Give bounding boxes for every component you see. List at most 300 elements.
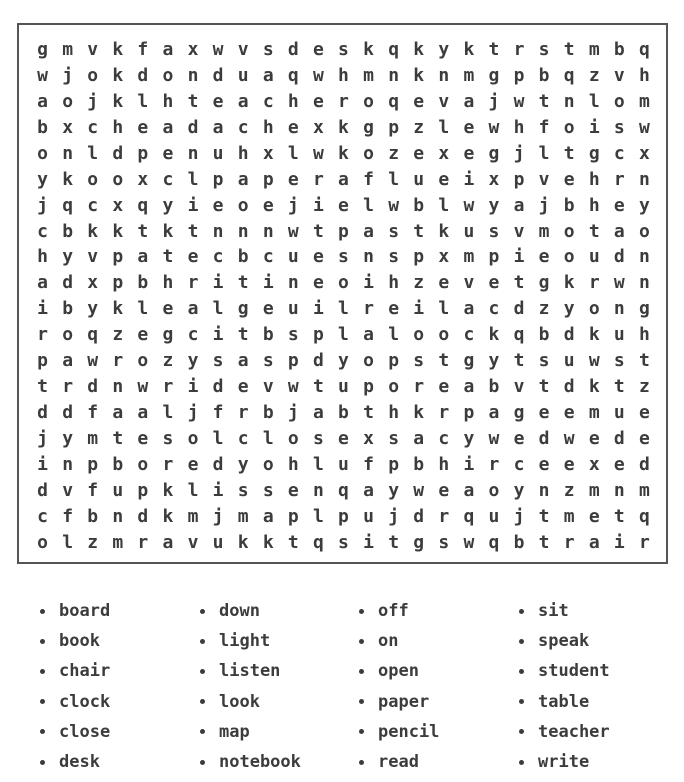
grid-cell[interactable]: n <box>363 246 374 268</box>
grid-cell[interactable]: i <box>463 168 475 190</box>
grid-cell[interactable]: p <box>463 402 475 424</box>
grid-cell[interactable]: o <box>87 64 99 86</box>
grid-cell[interactable]: t <box>538 505 550 527</box>
grid-cell[interactable]: t <box>588 220 600 242</box>
grid-cell[interactable]: u <box>613 324 625 346</box>
grid-cell[interactable]: s <box>312 428 324 450</box>
grid-cell[interactable]: o <box>563 246 575 268</box>
grid-cell[interactable]: t <box>563 38 575 60</box>
grid-cell[interactable]: e <box>613 453 625 475</box>
grid-cell[interactable]: s <box>388 246 400 268</box>
grid-cell[interactable]: d <box>62 272 74 294</box>
grid-cell[interactable]: u <box>338 453 349 475</box>
grid-cell[interactable]: o <box>588 298 600 320</box>
grid-cell[interactable]: g <box>513 402 525 424</box>
grid-cell[interactable]: n <box>62 142 74 164</box>
grid-cell[interactable]: g <box>538 272 550 294</box>
grid-cell[interactable]: d <box>137 64 149 86</box>
grid-cell[interactable]: z <box>112 324 124 346</box>
grid-cell[interactable]: r <box>488 453 500 475</box>
grid-cell[interactable]: k <box>588 376 600 398</box>
grid-cell[interactable]: k <box>112 90 124 112</box>
grid-cell[interactable]: h <box>37 246 48 268</box>
grid-cell[interactable]: e <box>262 298 274 320</box>
grid-cell[interactable]: c <box>162 168 174 190</box>
grid-cell[interactable]: v <box>87 246 99 268</box>
grid-cell[interactable]: i <box>613 531 625 553</box>
grid-cell[interactable]: e <box>563 453 575 475</box>
grid-cell[interactable]: k <box>563 272 575 294</box>
grid-cell[interactable]: i <box>37 453 48 475</box>
grid-cell[interactable]: k <box>262 531 274 553</box>
grid-cell[interactable]: n <box>438 64 450 86</box>
grid-cell[interactable]: n <box>287 272 299 294</box>
grid-cell[interactable]: l <box>388 168 400 190</box>
grid-cell[interactable]: y <box>162 194 174 216</box>
grid-cell[interactable]: y <box>463 428 475 450</box>
grid-cell[interactable]: o <box>638 220 650 242</box>
grid-cell[interactable]: q <box>62 194 74 216</box>
grid-cell[interactable]: e <box>338 428 349 450</box>
grid-cell[interactable]: h <box>162 90 174 112</box>
grid-cell[interactable]: d <box>563 324 575 346</box>
grid-cell[interactable]: t <box>187 90 199 112</box>
grid-cell[interactable]: t <box>538 531 550 553</box>
grid-cell[interactable]: w <box>413 479 425 501</box>
grid-cell[interactable]: s <box>262 479 274 501</box>
grid-cell[interactable]: n <box>112 505 124 527</box>
grid-cell[interactable]: r <box>37 324 48 346</box>
grid-cell[interactable]: n <box>112 376 124 398</box>
grid-cell[interactable]: r <box>513 38 525 60</box>
grid-cell[interactable]: n <box>613 479 625 501</box>
grid-cell[interactable]: o <box>237 194 249 216</box>
grid-cell[interactable]: a <box>212 116 224 138</box>
grid-cell[interactable]: y <box>187 350 199 372</box>
grid-cell[interactable]: d <box>112 142 124 164</box>
grid-cell[interactable]: t <box>613 505 625 527</box>
grid-cell[interactable]: g <box>413 531 425 553</box>
grid-cell[interactable]: e <box>438 376 450 398</box>
grid-cell[interactable]: b <box>62 220 74 242</box>
grid-cell[interactable]: s <box>388 428 400 450</box>
grid-cell[interactable]: h <box>638 64 650 86</box>
grid-cell[interactable]: k <box>62 168 74 190</box>
grid-cell[interactable]: i <box>363 531 374 553</box>
grid-cell[interactable]: d <box>212 64 224 86</box>
grid-cell[interactable]: t <box>538 376 550 398</box>
grid-cell[interactable]: d <box>312 350 324 372</box>
grid-cell[interactable]: t <box>187 220 199 242</box>
grid-cell[interactable]: o <box>388 376 400 398</box>
grid-cell[interactable]: a <box>162 116 174 138</box>
grid-cell[interactable]: e <box>438 479 450 501</box>
grid-cell[interactable]: n <box>638 168 650 190</box>
grid-cell[interactable]: j <box>87 90 99 112</box>
grid-cell[interactable]: b <box>112 453 124 475</box>
grid-cell[interactable]: g <box>588 142 600 164</box>
grid-cell[interactable]: i <box>37 298 48 320</box>
grid-cell[interactable]: e <box>312 272 324 294</box>
grid-cell[interactable]: d <box>638 453 650 475</box>
grid-cell[interactable]: a <box>463 298 475 320</box>
grid-cell[interactable]: a <box>37 272 48 294</box>
grid-cell[interactable]: a <box>312 402 324 424</box>
grid-cell[interactable]: f <box>137 38 149 60</box>
grid-cell[interactable]: t <box>638 350 650 372</box>
grid-cell[interactable]: w <box>588 350 600 372</box>
grid-cell[interactable]: n <box>187 142 199 164</box>
grid-cell[interactable]: s <box>413 350 425 372</box>
grid-cell[interactable]: c <box>212 246 224 268</box>
grid-cell[interactable]: c <box>87 116 99 138</box>
grid-cell[interactable]: w <box>613 272 625 294</box>
grid-cell[interactable]: r <box>162 376 174 398</box>
grid-cell[interactable]: s <box>338 38 349 60</box>
grid-cell[interactable]: t <box>312 220 324 242</box>
grid-cell[interactable]: i <box>413 298 425 320</box>
grid-cell[interactable]: a <box>37 90 48 112</box>
grid-cell[interactable]: f <box>87 402 99 424</box>
grid-cell[interactable]: k <box>463 38 475 60</box>
grid-cell[interactable]: w <box>463 194 475 216</box>
grid-cell[interactable]: u <box>338 376 349 398</box>
grid-cell[interactable]: e <box>262 194 274 216</box>
grid-cell[interactable]: e <box>237 376 249 398</box>
grid-cell[interactable]: b <box>613 38 625 60</box>
grid-cell[interactable]: x <box>488 168 500 190</box>
grid-cell[interactable]: m <box>463 246 475 268</box>
grid-cell[interactable]: i <box>187 376 199 398</box>
grid-cell[interactable]: i <box>212 272 224 294</box>
grid-cell[interactable]: j <box>513 142 525 164</box>
grid-cell[interactable]: b <box>87 505 99 527</box>
grid-cell[interactable]: m <box>588 402 600 424</box>
grid-cell[interactable]: t <box>513 272 525 294</box>
grid-cell[interactable]: d <box>62 402 74 424</box>
grid-cell[interactable]: j <box>212 505 224 527</box>
grid-cell[interactable]: u <box>413 168 425 190</box>
grid-cell[interactable]: o <box>137 350 149 372</box>
grid-cell[interactable]: p <box>112 246 124 268</box>
grid-cell[interactable]: s <box>338 246 349 268</box>
grid-cell[interactable]: p <box>338 220 349 242</box>
grid-cell[interactable]: g <box>162 324 174 346</box>
grid-cell[interactable]: q <box>563 64 575 86</box>
grid-cell[interactable]: k <box>112 64 124 86</box>
grid-cell[interactable]: h <box>162 272 174 294</box>
grid-cell[interactable]: g <box>638 298 650 320</box>
grid-cell[interactable]: g <box>488 142 500 164</box>
grid-cell[interactable]: j <box>287 402 299 424</box>
grid-cell[interactable]: k <box>162 220 174 242</box>
grid-cell[interactable]: t <box>513 350 525 372</box>
grid-cell[interactable]: k <box>363 38 374 60</box>
grid-cell[interactable]: y <box>62 428 74 450</box>
grid-cell[interactable]: p <box>287 350 299 372</box>
grid-cell[interactable]: u <box>588 246 600 268</box>
grid-cell[interactable]: q <box>338 479 349 501</box>
grid-cell[interactable]: o <box>137 453 149 475</box>
grid-cell[interactable]: t <box>137 220 149 242</box>
grid-cell[interactable]: o <box>563 116 575 138</box>
grid-cell[interactable]: l <box>338 298 349 320</box>
grid-cell[interactable]: e <box>438 272 450 294</box>
grid-cell[interactable]: e <box>287 479 299 501</box>
grid-cell[interactable]: z <box>538 298 550 320</box>
grid-cell[interactable]: m <box>112 531 124 553</box>
grid-cell[interactable]: y <box>488 350 500 372</box>
grid-cell[interactable]: c <box>438 428 450 450</box>
grid-cell[interactable]: c <box>488 298 500 320</box>
grid-cell[interactable]: c <box>37 220 48 242</box>
grid-cell[interactable]: q <box>488 531 500 553</box>
grid-cell[interactable]: i <box>513 246 525 268</box>
grid-cell[interactable]: b <box>338 402 349 424</box>
grid-cell[interactable]: z <box>162 350 174 372</box>
grid-cell[interactable]: k <box>413 38 425 60</box>
grid-cell[interactable]: g <box>363 116 374 138</box>
grid-cell[interactable]: c <box>262 246 274 268</box>
grid-cell[interactable]: c <box>37 505 48 527</box>
grid-cell[interactable]: u <box>488 505 500 527</box>
grid-cell[interactable]: e <box>588 505 600 527</box>
grid-cell[interactable]: d <box>513 298 525 320</box>
grid-cell[interactable]: v <box>613 64 625 86</box>
grid-cell[interactable]: e <box>513 428 525 450</box>
grid-cell[interactable]: o <box>413 324 425 346</box>
grid-cell[interactable]: c <box>237 116 249 138</box>
grid-cell[interactable]: o <box>287 428 299 450</box>
grid-cell[interactable]: v <box>62 479 74 501</box>
grid-cell[interactable]: v <box>262 376 274 398</box>
grid-cell[interactable]: q <box>463 505 475 527</box>
grid-cell[interactable]: q <box>87 324 99 346</box>
grid-cell[interactable]: a <box>137 246 149 268</box>
grid-cell[interactable]: b <box>538 64 550 86</box>
grid-cell[interactable]: o <box>338 272 349 294</box>
grid-cell[interactable]: e <box>638 402 650 424</box>
grid-cell[interactable]: e <box>187 246 199 268</box>
grid-cell[interactable]: t <box>438 350 450 372</box>
grid-cell[interactable]: l <box>588 90 600 112</box>
grid-cell[interactable]: m <box>237 505 249 527</box>
grid-cell[interactable]: t <box>162 246 174 268</box>
grid-cell[interactable]: k <box>162 479 174 501</box>
grid-cell[interactable]: c <box>513 453 525 475</box>
grid-cell[interactable]: m <box>538 220 550 242</box>
grid-cell[interactable]: m <box>588 479 600 501</box>
grid-cell[interactable]: p <box>312 324 324 346</box>
grid-cell[interactable]: h <box>638 324 650 346</box>
grid-cell[interactable]: a <box>262 64 274 86</box>
grid-cell[interactable]: w <box>388 194 400 216</box>
grid-cell[interactable]: c <box>463 324 475 346</box>
grid-cell[interactable]: l <box>87 142 99 164</box>
grid-cell[interactable]: l <box>438 194 450 216</box>
grid-cell[interactable]: l <box>338 324 349 346</box>
grid-cell[interactable]: e <box>338 194 349 216</box>
grid-cell[interactable]: q <box>513 324 525 346</box>
grid-cell[interactable]: b <box>413 194 425 216</box>
grid-cell[interactable]: d <box>538 428 550 450</box>
grid-cell[interactable]: t <box>388 531 400 553</box>
grid-cell[interactable]: e <box>162 298 174 320</box>
grid-cell[interactable]: x <box>262 142 274 164</box>
grid-cell[interactable]: k <box>488 324 500 346</box>
grid-cell[interactable]: n <box>212 220 224 242</box>
grid-cell[interactable]: e <box>287 168 299 190</box>
grid-cell[interactable]: i <box>588 116 600 138</box>
letter-grid[interactable] <box>30 37 657 556</box>
grid-cell[interactable]: l <box>162 402 174 424</box>
grid-cell[interactable]: a <box>463 376 475 398</box>
grid-cell[interactable]: e <box>312 90 324 112</box>
grid-cell[interactable]: a <box>262 505 274 527</box>
grid-cell[interactable]: v <box>463 272 475 294</box>
grid-cell[interactable]: o <box>37 142 48 164</box>
grid-cell[interactable]: i <box>463 453 475 475</box>
grid-cell[interactable]: n <box>388 64 400 86</box>
grid-cell[interactable]: a <box>413 428 425 450</box>
grid-cell[interactable]: m <box>187 505 199 527</box>
grid-cell[interactable]: g <box>37 38 48 60</box>
grid-cell[interactable]: i <box>262 272 274 294</box>
grid-cell[interactable]: k <box>112 220 124 242</box>
grid-cell[interactable]: m <box>463 64 475 86</box>
grid-cell[interactable]: s <box>438 531 450 553</box>
grid-cell[interactable]: v <box>538 168 550 190</box>
grid-cell[interactable]: u <box>613 402 625 424</box>
grid-cell[interactable]: o <box>162 64 174 86</box>
grid-cell[interactable]: m <box>563 505 575 527</box>
grid-cell[interactable]: o <box>262 453 274 475</box>
grid-cell[interactable]: t <box>613 376 625 398</box>
grid-cell[interactable]: a <box>187 298 199 320</box>
grid-cell[interactable]: y <box>237 453 249 475</box>
grid-cell[interactable]: u <box>287 246 299 268</box>
grid-cell[interactable]: h <box>388 272 400 294</box>
grid-cell[interactable]: e <box>137 324 149 346</box>
grid-cell[interactable]: r <box>413 376 425 398</box>
grid-cell[interactable]: a <box>112 402 124 424</box>
grid-cell[interactable]: m <box>588 38 600 60</box>
grid-cell[interactable]: e <box>538 453 550 475</box>
grid-cell[interactable]: r <box>162 453 174 475</box>
grid-cell[interactable]: q <box>312 531 324 553</box>
grid-cell[interactable]: h <box>112 116 124 138</box>
grid-cell[interactable]: a <box>463 479 475 501</box>
grid-cell[interactable]: d <box>563 376 575 398</box>
grid-cell[interactable]: a <box>488 402 500 424</box>
grid-cell[interactable]: t <box>538 90 550 112</box>
grid-cell[interactable]: b <box>538 324 550 346</box>
grid-cell[interactable]: w <box>312 64 324 86</box>
grid-cell[interactable]: r <box>563 531 575 553</box>
grid-cell[interactable]: b <box>62 298 74 320</box>
grid-cell[interactable]: e <box>588 428 600 450</box>
grid-cell[interactable]: d <box>212 453 224 475</box>
grid-cell[interactable]: u <box>363 505 374 527</box>
grid-cell[interactable]: f <box>87 479 99 501</box>
grid-cell[interactable]: w <box>513 90 525 112</box>
grid-cell[interactable]: g <box>463 350 475 372</box>
grid-cell[interactable]: x <box>87 272 99 294</box>
grid-cell[interactable]: t <box>237 272 249 294</box>
grid-cell[interactable]: p <box>513 64 525 86</box>
grid-cell[interactable]: x <box>438 246 450 268</box>
grid-cell[interactable]: y <box>438 38 450 60</box>
grid-cell[interactable]: r <box>187 272 199 294</box>
grid-cell[interactable]: i <box>212 324 224 346</box>
grid-cell[interactable]: e <box>563 168 575 190</box>
grid-cell[interactable]: y <box>388 479 400 501</box>
grid-cell[interactable]: l <box>62 531 74 553</box>
grid-cell[interactable]: z <box>413 116 425 138</box>
grid-cell[interactable]: u <box>212 142 224 164</box>
grid-cell[interactable]: t <box>237 324 249 346</box>
grid-cell[interactable]: p <box>488 246 500 268</box>
grid-cell[interactable]: y <box>513 479 525 501</box>
grid-cell[interactable]: v <box>237 38 249 60</box>
grid-cell[interactable]: v <box>87 38 99 60</box>
grid-cell[interactable]: s <box>212 350 224 372</box>
grid-cell[interactable]: k <box>87 220 99 242</box>
grid-cell[interactable]: m <box>87 428 99 450</box>
grid-cell[interactable]: o <box>363 142 374 164</box>
grid-cell[interactable]: y <box>37 168 48 190</box>
grid-cell[interactable]: r <box>438 505 450 527</box>
grid-cell[interactable]: v <box>513 220 525 242</box>
grid-cell[interactable]: e <box>212 194 224 216</box>
grid-cell[interactable]: s <box>287 324 299 346</box>
grid-cell[interactable]: p <box>413 246 425 268</box>
grid-cell[interactable]: s <box>262 38 274 60</box>
grid-cell[interactable]: p <box>112 272 124 294</box>
grid-cell[interactable]: w <box>137 376 149 398</box>
grid-cell[interactable]: b <box>488 376 500 398</box>
grid-cell[interactable]: s <box>613 350 625 372</box>
grid-cell[interactable]: q <box>638 38 650 60</box>
grid-cell[interactable]: i <box>363 272 374 294</box>
grid-cell[interactable]: e <box>413 142 425 164</box>
grid-cell[interactable]: b <box>37 116 48 138</box>
grid-cell[interactable]: r <box>638 531 650 553</box>
grid-cell[interactable]: j <box>287 194 299 216</box>
grid-cell[interactable]: w <box>87 350 99 372</box>
grid-cell[interactable]: d <box>287 38 299 60</box>
grid-cell[interactable]: u <box>237 64 249 86</box>
grid-cell[interactable]: j <box>37 428 48 450</box>
grid-cell[interactable]: r <box>312 168 324 190</box>
grid-cell[interactable]: j <box>513 505 525 527</box>
grid-cell[interactable]: l <box>438 298 450 320</box>
grid-cell[interactable]: d <box>613 246 625 268</box>
grid-cell[interactable]: l <box>137 90 149 112</box>
grid-cell[interactable]: m <box>638 90 650 112</box>
grid-cell[interactable]: x <box>187 38 199 60</box>
grid-cell[interactable]: e <box>187 453 199 475</box>
grid-cell[interactable]: u <box>212 531 224 553</box>
grid-cell[interactable]: a <box>363 220 374 242</box>
grid-cell[interactable]: z <box>87 531 99 553</box>
grid-cell[interactable]: t <box>488 38 500 60</box>
grid-cell[interactable]: k <box>588 324 600 346</box>
grid-cell[interactable]: h <box>237 142 249 164</box>
grid-cell[interactable]: p <box>388 453 400 475</box>
grid-cell[interactable]: n <box>638 272 650 294</box>
grid-cell[interactable]: s <box>262 350 274 372</box>
